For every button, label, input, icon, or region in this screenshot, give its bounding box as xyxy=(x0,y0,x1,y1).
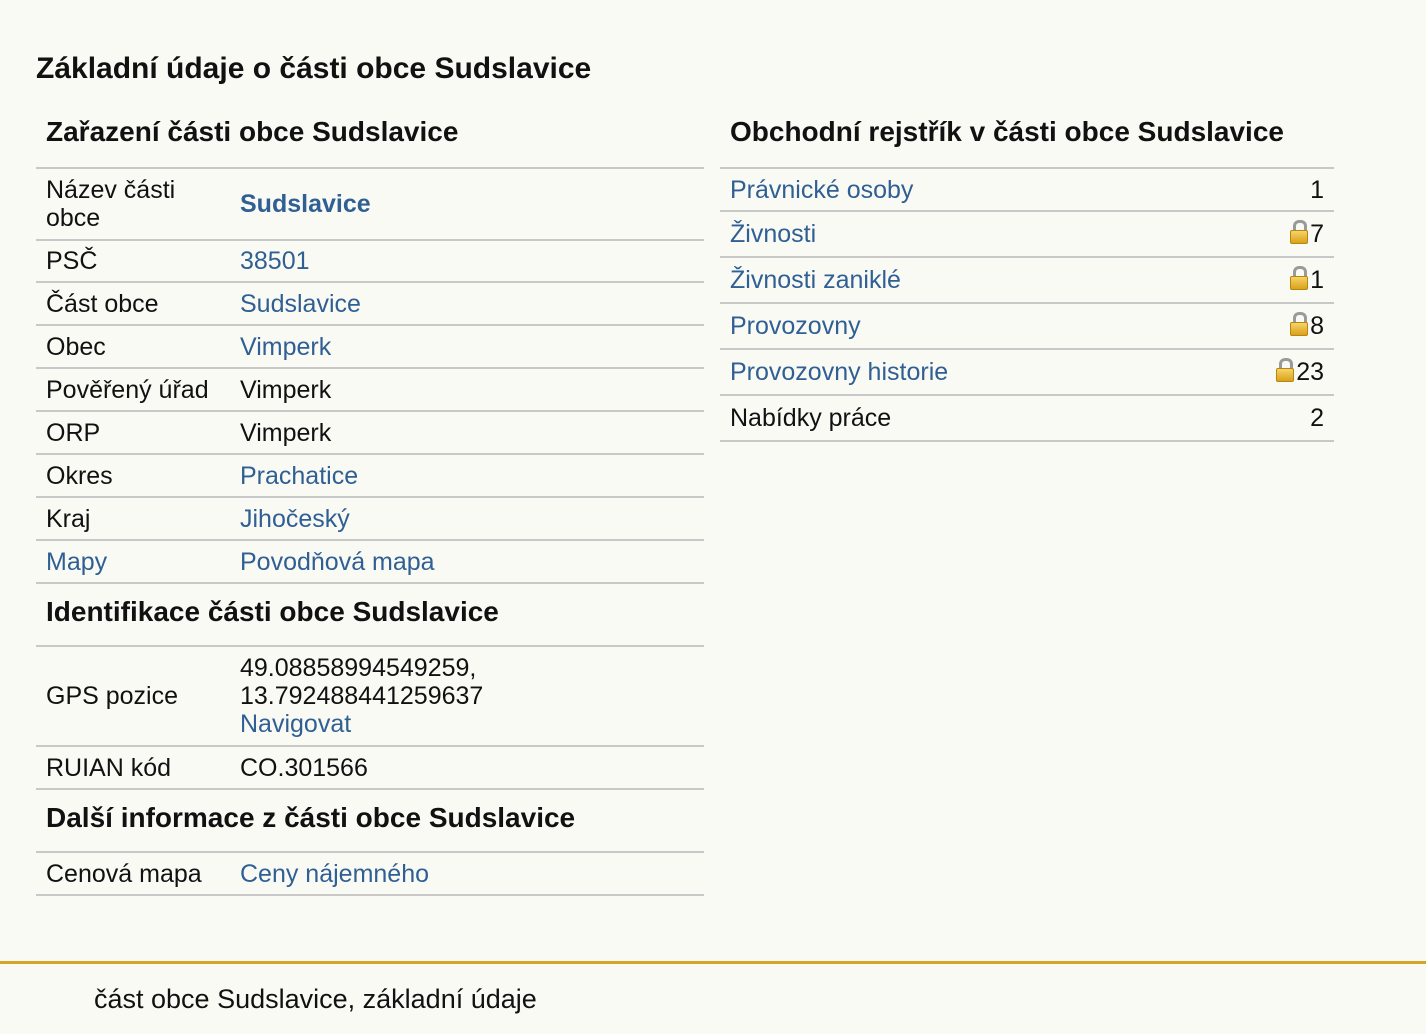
count-value: 8 xyxy=(1310,312,1324,340)
lock-icon xyxy=(1276,358,1294,382)
premises-link[interactable]: Provozovny xyxy=(730,312,861,340)
row-value: Vimperk xyxy=(230,368,704,411)
table-row xyxy=(36,647,704,746)
district-link[interactable]: Prachatice xyxy=(240,461,359,490)
row-count xyxy=(1198,257,1334,303)
identifikace-title: Identifikace části obce Sudslavice xyxy=(36,584,704,647)
table-row xyxy=(36,746,704,789)
row-label xyxy=(36,540,230,583)
row-value xyxy=(230,497,704,540)
zarazeni-title: Zařazení části obce Sudslavice xyxy=(36,104,704,169)
row-label: PSČ xyxy=(36,240,230,282)
row-count xyxy=(1198,349,1334,395)
table-row xyxy=(36,454,704,497)
row-label: Název části obce xyxy=(36,169,230,240)
footer-text: část obce Sudslavice, základní údaje xyxy=(94,984,537,1014)
row-label: RUIAN kód xyxy=(36,746,230,789)
premises-history-link[interactable]: Provozovny historie xyxy=(730,358,949,386)
table-row xyxy=(720,211,1334,257)
row-value: CO.301566 xyxy=(230,746,704,789)
table-row xyxy=(720,303,1334,349)
table-row xyxy=(36,368,704,411)
rent-prices-link[interactable]: Ceny nájemného xyxy=(240,859,430,888)
count-value: 7 xyxy=(1310,220,1324,248)
table-row xyxy=(720,395,1334,441)
row-label xyxy=(720,257,1198,303)
left-column xyxy=(36,104,704,896)
row-value xyxy=(230,169,704,240)
dalsi-title: Další informace z části obce Sudslavice xyxy=(36,790,704,853)
legal-entities-link[interactable]: Právnické osoby xyxy=(730,175,914,204)
flood-map-link[interactable]: Povodňová mapa xyxy=(240,547,435,576)
row-label: Obec xyxy=(36,325,230,368)
row-value xyxy=(230,853,704,895)
zarazeni-table xyxy=(36,169,704,584)
row-value: Vimperk xyxy=(230,411,704,454)
gps-value: 49.08858994549259, 13.792488441259637 xyxy=(240,654,484,710)
row-value xyxy=(230,240,704,282)
table-row xyxy=(36,282,704,325)
identifikace-table xyxy=(36,647,704,790)
row-value xyxy=(230,282,704,325)
row-label xyxy=(720,169,1198,211)
row-label: Kraj xyxy=(36,497,230,540)
table-row xyxy=(720,257,1334,303)
row-value xyxy=(230,540,704,583)
page-title: Základní údaje o části obce Sudslavice xyxy=(36,52,592,85)
row-value xyxy=(230,647,704,746)
table-row xyxy=(36,540,704,583)
row-label: ORP xyxy=(36,411,230,454)
table-row xyxy=(36,853,704,895)
row-label: Část obce xyxy=(36,282,230,325)
row-label xyxy=(720,349,1198,395)
table-row xyxy=(720,349,1334,395)
table-row xyxy=(36,325,704,368)
part-link[interactable]: Sudslavice xyxy=(240,289,361,318)
maps-link[interactable]: Mapy xyxy=(46,547,108,576)
table-row xyxy=(720,169,1334,211)
trades-closed-link[interactable]: Živnosti zaniklé xyxy=(730,266,901,294)
row-label xyxy=(720,211,1198,257)
dalsi-table xyxy=(36,853,704,896)
row-count: 1 xyxy=(1198,169,1334,211)
right-column xyxy=(720,104,1334,442)
table-row xyxy=(36,240,704,282)
row-count: 2 xyxy=(1198,395,1334,441)
table-row xyxy=(36,169,704,240)
trades-link[interactable]: Živnosti xyxy=(730,220,817,248)
row-value xyxy=(230,325,704,368)
table-row xyxy=(36,497,704,540)
row-label: Pověřený úřad xyxy=(36,368,230,411)
count-value: 23 xyxy=(1296,358,1324,386)
row-count xyxy=(1198,303,1334,349)
navigate-link[interactable]: Navigovat xyxy=(240,710,352,738)
footer-divider xyxy=(0,961,1426,964)
lock-icon xyxy=(1290,312,1308,336)
rejstrik-title: Obchodní rejstřík v části obce Sudslavice xyxy=(720,104,1334,169)
row-label: Nabídky práce xyxy=(720,395,1198,441)
row-count xyxy=(1198,211,1334,257)
table-row xyxy=(36,411,704,454)
lock-icon xyxy=(1290,266,1308,290)
psc-link[interactable]: 38501 xyxy=(240,247,310,275)
row-label: GPS pozice xyxy=(36,647,230,746)
lock-icon xyxy=(1290,220,1308,244)
row-value xyxy=(230,454,704,497)
part-name-link[interactable]: Sudslavice xyxy=(240,190,371,218)
row-label: Cenová mapa xyxy=(36,853,230,895)
row-label xyxy=(720,303,1198,349)
rejstrik-table xyxy=(720,169,1334,442)
row-label: Okres xyxy=(36,454,230,497)
count-value: 1 xyxy=(1310,266,1324,294)
municipality-link[interactable]: Vimperk xyxy=(240,332,332,361)
region-link[interactable]: Jihočeský xyxy=(240,504,350,533)
